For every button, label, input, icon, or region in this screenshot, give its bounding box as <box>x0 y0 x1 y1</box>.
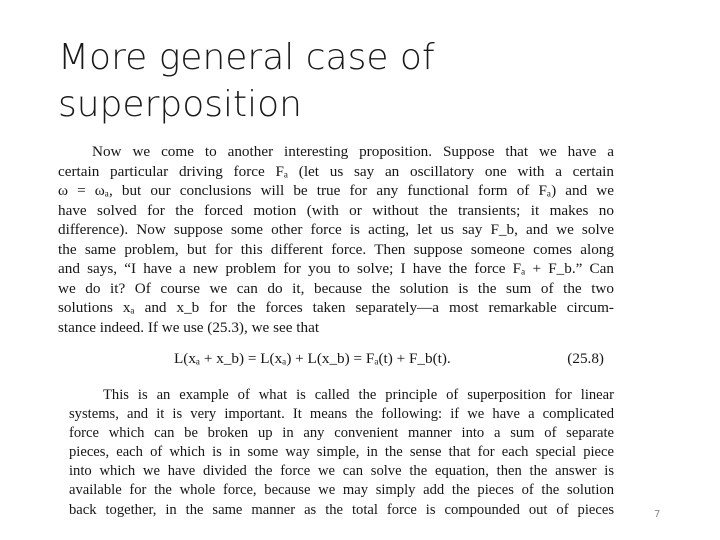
text-line: systems, and it is very important. It means the following: if we have a complicated <box>69 406 614 423</box>
text-line: certain particular driving force Fₐ (let us say an oscillatory one with a certain <box>58 162 614 180</box>
text-line: This is an example of what is called the principle of superposition for linear <box>103 387 614 403</box>
text-line: solutions xₐ and x_b for the forces taken separately—a most remarkable circum- <box>58 299 614 316</box>
slide-page-number: 7 <box>654 509 661 520</box>
slide-title-line: superposition <box>58 84 302 125</box>
equation-25-8 <box>174 350 604 368</box>
text-line: and says, “I have a new problem for you to solve; I have the force Fₐ + F_b.” Can <box>58 260 614 277</box>
text-line: back together, in the same manner as the total force is compounded out of pieces <box>69 501 614 518</box>
equation-expression: L(xₐ + x_b) = L(xₐ) + L(x_b) = Fₐ(t) + F_b(t). <box>174 350 451 367</box>
slide-title <box>58 34 678 128</box>
text-line: pieces, each of which is in some way simple, in the sense that for each special piece <box>69 444 614 461</box>
text-line: force which can be broken up in any convenient manner into a sum of separate <box>69 425 614 442</box>
paragraph-superposition <box>69 386 614 520</box>
text-line: ω = ωₐ, but our conclusions will be true for any functional form of Fₐ) and we <box>58 182 614 199</box>
equation-number: (25.8) <box>567 350 604 367</box>
text-line: available for the whole force, because we may simply add the pieces of the solution <box>69 482 614 499</box>
paragraph-proposition <box>58 142 614 337</box>
text-line: have solved for the forced motion (with or without the transients; it makes no <box>58 201 614 219</box>
text-line: the same problem, but for this different force. Then suppose someone comes along <box>58 240 614 258</box>
text-line: difference). Now suppose some other force is acting, let us say F_b, and we solve <box>58 221 614 238</box>
text-line: we do it? Of course we can do it, because the solution is the sum of the two <box>58 279 614 297</box>
text-line: stance indeed. If we use (25.3), we see that <box>58 318 320 336</box>
text-line: into which we have divided the force we can solve the equation, then the answer is <box>69 463 614 480</box>
scanned-textbook-excerpt <box>58 142 620 522</box>
slide-title-line: More general case of <box>58 37 435 78</box>
text-line: Now we come to another interesting proposition. Suppose that we have a <box>92 143 614 160</box>
